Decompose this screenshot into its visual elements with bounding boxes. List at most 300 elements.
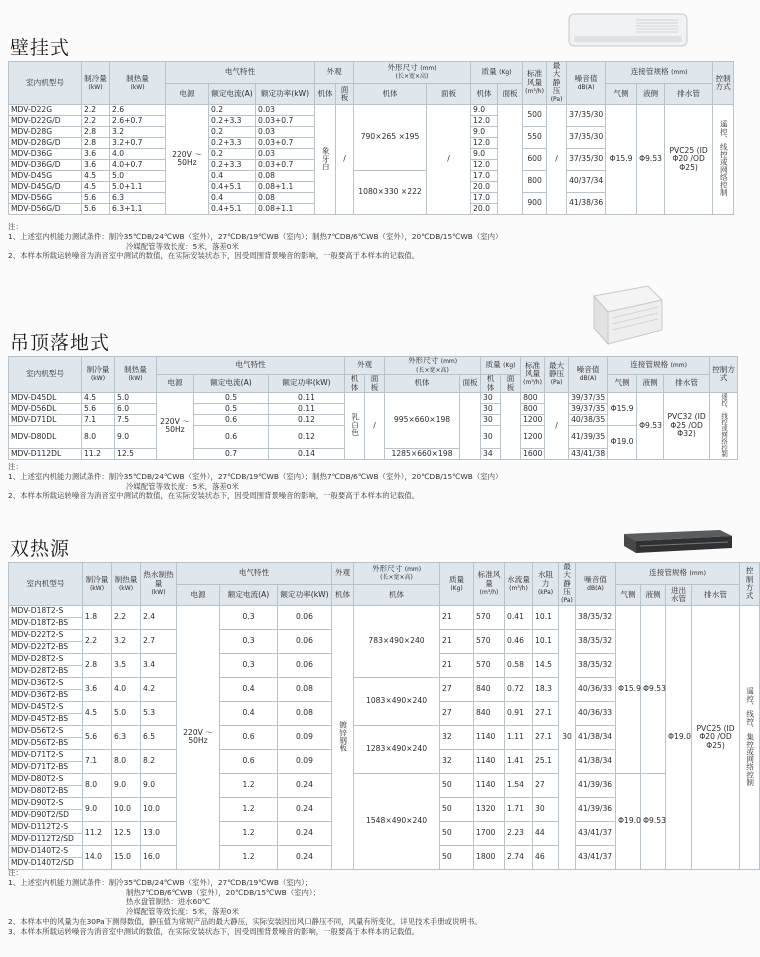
cell: 0.3 xyxy=(220,629,278,653)
cell: 12.0 xyxy=(471,137,498,148)
table-row: MDV-D45T2-BS xyxy=(9,713,83,725)
cell: 6.3 xyxy=(110,192,166,203)
hdr-pw: 额定功率(kW) xyxy=(256,83,315,104)
cell: 2.8 xyxy=(82,137,110,148)
control-cell: 遥控、线控或网络控制 xyxy=(713,104,734,214)
appearance-cell: 乳白色 xyxy=(345,392,365,459)
cell: 800 xyxy=(521,403,545,414)
cell: 570 xyxy=(474,605,505,629)
cell: 0.41 xyxy=(505,605,533,629)
cell: 800 xyxy=(523,170,547,192)
cell: 0.03 xyxy=(256,148,315,159)
section-title-dual: 双热源 xyxy=(10,538,71,560)
cell: 2.6+0.7 xyxy=(110,115,166,126)
cell: 32 xyxy=(440,725,474,749)
table-row: MDV-D28T2-BS xyxy=(9,665,83,677)
cell: 0.03+0.7 xyxy=(256,159,315,170)
dual-notes xyxy=(8,868,482,936)
cell: 1700 xyxy=(474,821,505,845)
hdr-liquid: 液侧 xyxy=(641,584,666,605)
table-row: MDV-D112T2/SD xyxy=(9,833,83,845)
cell: 4.5 xyxy=(82,392,115,403)
note-line: 注： xyxy=(8,868,23,877)
cell: 0.08 xyxy=(278,677,332,701)
table-row: MDV-D36T2-BS xyxy=(9,689,83,701)
cell: 0.08+1.1 xyxy=(256,181,315,192)
cell: 4.0 xyxy=(112,677,141,701)
cell: 0.4+5.1 xyxy=(209,181,256,192)
note-line: 2、本样本所载运转噪音为消音室中测试的数值，在实际安装状态下，因受周围背景噪音的影响，一般要高于本样本的记载值。 xyxy=(8,491,420,501)
cell: 21 xyxy=(440,605,474,629)
control-cell: 遥控、线控或网络控制 xyxy=(710,392,738,459)
cell: 4.5 xyxy=(82,170,110,181)
cell: 10.1 xyxy=(533,629,559,653)
hdr-dims-panel: 面板 xyxy=(427,83,471,104)
table-row: MDV-D140T2-S xyxy=(9,845,83,857)
dims-cell-2: 1083×490×240 xyxy=(354,677,440,725)
cell: 2.2 xyxy=(112,605,141,629)
table-row: MDV-D56G xyxy=(9,192,82,203)
table-row: MDV-D28T2-S xyxy=(9,653,83,665)
panel-cell: / xyxy=(336,104,354,214)
cell: 20.0 xyxy=(471,203,498,214)
cell: 840 xyxy=(474,701,505,725)
cell: 3.6 xyxy=(83,677,112,701)
cell: 5.6 xyxy=(82,192,110,203)
panel-cell: / xyxy=(365,392,385,459)
hdr-indoor: 机体 xyxy=(345,375,365,393)
cell: 0.5 xyxy=(194,392,269,403)
cell: 1.2 xyxy=(220,773,278,797)
hdr-static: 最大静压 (Pa) xyxy=(547,62,567,105)
cell: 30 xyxy=(481,425,501,448)
table-row: MDV-D22T2-S xyxy=(9,629,83,641)
table-row: MDV-D56DL xyxy=(9,403,82,414)
dims-cell-1: 790×265 ×195 xyxy=(354,104,427,170)
cell: 14.0 xyxy=(83,845,112,869)
cell: 1.11 xyxy=(505,725,533,749)
cell: 0.03 xyxy=(256,104,315,115)
hdr-gas: 气侧 xyxy=(606,83,637,104)
appearance-cell: 象牙白 xyxy=(315,104,336,214)
static-cell: 30 xyxy=(559,605,576,869)
dims-cell-2: 1080×330 ×222 xyxy=(354,170,427,214)
cell: 0.46 xyxy=(505,629,533,653)
hdr-water-flow: 水流量 (m³/h) xyxy=(505,563,533,606)
cell: 41/39/36 xyxy=(576,773,616,797)
hdr-cool: 制冷量 (kW) xyxy=(82,357,115,393)
cell: 0.24 xyxy=(278,821,332,845)
hdr-cool: 制冷量 (kW) xyxy=(83,563,112,606)
cell: 27.1 xyxy=(533,701,559,725)
hdr-static: 最大静压 (Pa) xyxy=(545,357,569,393)
cell: 34 xyxy=(481,448,501,459)
cell: 0.09 xyxy=(278,749,332,773)
note-line: 2、本样本所载运转噪音为消音室中测试的数值，在实际安装状态下，因受周围背景噪音的影响，一般要高于本样本的记载值。 xyxy=(8,251,420,261)
cell: 17.0 xyxy=(471,170,498,181)
cell: 6.0 xyxy=(115,403,157,414)
cell: 27 xyxy=(440,677,474,701)
cell: 0.2 xyxy=(209,148,256,159)
table-row: MDV-D18T2-S xyxy=(9,605,83,617)
cell: 0.08+1.1 xyxy=(256,203,315,214)
cell: 0.6 xyxy=(194,414,269,425)
cell: 0.2 xyxy=(209,104,256,115)
table-row: MDV-D112T2-S xyxy=(9,821,83,833)
cell: 41/39/36 xyxy=(576,797,616,821)
hdr-w-panel: 面板 xyxy=(498,83,523,104)
cell: 1200 xyxy=(521,425,545,448)
cell: 6.5 xyxy=(141,725,177,749)
wall-unit-image xyxy=(566,10,692,50)
cell: 6.3+1.1 xyxy=(110,203,166,214)
cell: 0.91 xyxy=(505,701,533,725)
cell: 0.72 xyxy=(505,677,533,701)
table-row: MDV-D22T2-BS xyxy=(9,641,83,653)
cell: 5.3 xyxy=(141,701,177,725)
cell: 16.0 xyxy=(141,845,177,869)
cell: 0.03+0.7 xyxy=(256,137,315,148)
hdr-airflow: 标准风量 (m³/h) xyxy=(474,563,505,606)
table-row: MDV-D56G/D xyxy=(9,203,82,214)
cell: 1.2 xyxy=(220,797,278,821)
cell: 1800 xyxy=(474,845,505,869)
cell: 0.03+0.7 xyxy=(256,115,315,126)
hdr-heat: 制热量 (kW) xyxy=(110,62,166,105)
table-row: MDV-D45DL xyxy=(9,392,82,403)
cell: 6.3 xyxy=(112,725,141,749)
cell: 4.5 xyxy=(82,181,110,192)
hdr-indoor: 机体 xyxy=(315,83,336,104)
hdr-hotwater: 热水制热量 (kW) xyxy=(141,563,177,606)
duct-unit-image xyxy=(620,524,736,556)
cell: 4.0+0.7 xyxy=(110,159,166,170)
hdr-power: 电源 xyxy=(157,375,194,393)
cell: 0.5 xyxy=(194,403,269,414)
cell: 0.06 xyxy=(278,629,332,653)
cell: 37/35/30 xyxy=(567,148,606,170)
cell: 15.0 xyxy=(112,845,141,869)
drain-cell: PVC32 (ID Φ25 /OD Φ32) xyxy=(664,392,710,459)
hdr-dims-panel: 面板 xyxy=(460,375,481,393)
table-row: MDV-D71T2-S xyxy=(9,749,83,761)
cell: 2.2 xyxy=(82,104,110,115)
cell: 37/35/30 xyxy=(567,126,606,148)
cell: 0.14 xyxy=(269,448,345,459)
weight-panel-cell xyxy=(498,104,523,214)
cell: 39/37/35 xyxy=(569,403,608,414)
cell: 9.0 xyxy=(83,797,112,821)
hdr-dims-indoor: 机体 xyxy=(354,584,440,605)
appearance-cell: 镀锌钢板 xyxy=(332,605,354,869)
hdr-heat: 制热量 (kW) xyxy=(112,563,141,606)
cell: 570 xyxy=(474,629,505,653)
dual-spec-table xyxy=(8,562,760,870)
hdr-pipe: 连接管规格 (mm) xyxy=(606,62,713,84)
note-line: 制热7℃DB/6℃WB（室外），20℃DB/15℃WB（室内）； xyxy=(126,887,320,897)
cell: 7.1 xyxy=(82,414,115,425)
hdr-power: 电源 xyxy=(177,584,220,605)
cell: 50 xyxy=(440,797,474,821)
table-row: MDV-D80T2-BS xyxy=(9,785,83,797)
liquid-cell-1: Φ9.53 xyxy=(641,605,666,773)
cell: 9.0 xyxy=(115,425,157,448)
cell: 4.5 xyxy=(83,701,112,725)
cell: 0.58 xyxy=(505,653,533,677)
cell: 9.0 xyxy=(112,773,141,797)
cell: 2.2 xyxy=(82,115,110,126)
note-line: 2、本样本中的风量为在30Pa下测得数值，静压值为常规产品的最大静压，实际安装因出风口静压不同，风量有所变化，详见技术手册或说明书。 xyxy=(8,916,482,926)
cell: 0.08 xyxy=(278,701,332,725)
hdr-static: 最大静压 (Pa) xyxy=(559,563,576,606)
cell: 8.0 xyxy=(83,773,112,797)
table-row: MDV-D80DL xyxy=(9,425,82,448)
cell: 21 xyxy=(440,653,474,677)
cell: 5.0 xyxy=(110,170,166,181)
cell: 1140 xyxy=(474,725,505,749)
hdr-liquid: 液侧 xyxy=(637,375,664,393)
hdr-dims: 外形尺寸 (mm) (长×宽×高) xyxy=(354,563,440,585)
hdr-elec: 电气特性 xyxy=(166,62,315,84)
table-row: MDV-D112DL xyxy=(9,448,82,459)
cell: 2.4 xyxy=(141,605,177,629)
note-line: 冷媒配管等效长度：5米，落差0米 xyxy=(126,907,239,917)
cell: 30 xyxy=(533,797,559,821)
hdr-water-res: 水阻力 (kPa) xyxy=(533,563,559,606)
cell: 3.2 xyxy=(110,126,166,137)
table-row: MDV-D22G xyxy=(9,104,82,115)
gas-cell-1: Φ15.9 xyxy=(616,605,641,773)
dims-cell-2: 1285×660×198 xyxy=(385,448,460,459)
cell: 9.0 xyxy=(141,773,177,797)
table-row: MDV-D22G/D xyxy=(9,115,82,126)
cell: 5.0 xyxy=(115,392,157,403)
hdr-inlet: 进出水管 xyxy=(666,584,692,605)
hdr-drain: 排水管 xyxy=(692,584,740,605)
weight-panel-cell xyxy=(501,392,521,459)
cell: 0.3 xyxy=(220,653,278,677)
cell: 0.4 xyxy=(209,170,256,181)
cell: 43/41/37 xyxy=(576,821,616,845)
table-row: MDV-D45G/D xyxy=(9,181,82,192)
note-line: 热水盘管制热：进水60℃ xyxy=(126,897,211,907)
hdr-current: 额定电流(A) xyxy=(220,584,278,605)
hdr-elec: 电气特性 xyxy=(177,563,332,585)
cell: 11.2 xyxy=(82,448,115,459)
cell: 0.4 xyxy=(209,192,256,203)
dims-panel-cell xyxy=(460,392,481,459)
cell: 0.6 xyxy=(220,749,278,773)
table-row: MDV-D71DL xyxy=(9,414,82,425)
hdr-pw: 额定功率(kW) xyxy=(278,584,332,605)
cell: 4.0 xyxy=(110,148,166,159)
cell: 12.5 xyxy=(115,448,157,459)
hdr-liquid: 液侧 xyxy=(637,83,665,104)
hdr-current: 额定电流(A) xyxy=(194,375,269,393)
hdr-elec: 电气特性 xyxy=(157,357,345,375)
note-line: 1、上述室内机能力测试条件：制冷35℃DB/24℃WB（室外），27℃DB/19℃WB（室内）；制热7℃DB/6℃WB（室外），20℃DB/15℃WB（室内） xyxy=(8,231,503,241)
hdr-model: 室内机型号 xyxy=(9,62,82,105)
hdr-noise: 噪音值 dB(A) xyxy=(567,62,606,105)
cell: 10.1 xyxy=(533,605,559,629)
table-row: MDV-D71T2-BS xyxy=(9,761,83,773)
cell: 21 xyxy=(440,629,474,653)
cell: 41/38/34 xyxy=(576,725,616,749)
inlet-cell: Φ19.0 xyxy=(666,605,692,869)
hdr-power: 电源 xyxy=(166,83,209,104)
cell: 46 xyxy=(533,845,559,869)
cell: 27 xyxy=(440,701,474,725)
cell: 500 xyxy=(523,104,547,126)
section-title-ceiling: 吊顶落地式 xyxy=(10,332,111,354)
hdr-noise: 噪音值 dB(A) xyxy=(569,357,608,393)
table-row: MDV-D90T2-S xyxy=(9,797,83,809)
hdr-panel: 面板 xyxy=(336,83,354,104)
cell: 0.4 xyxy=(220,677,278,701)
cell: 1140 xyxy=(474,749,505,773)
dims-panel-cell: / xyxy=(427,104,471,214)
cell: 18.3 xyxy=(533,677,559,701)
cell: 0.2+3.3 xyxy=(209,159,256,170)
cell: 41/38/36 xyxy=(567,192,606,214)
table-row: MDV-D56T2-BS xyxy=(9,737,83,749)
wall-spec-table xyxy=(8,61,734,215)
cell: 8.0 xyxy=(82,425,115,448)
hdr-heat: 制热量 (kW) xyxy=(115,357,157,393)
cell: 0.6 xyxy=(194,425,269,448)
hdr-weight: 质量 (Kg) xyxy=(481,357,521,375)
note-line: 3、本样本所载运转噪音为消音室中测试的数值，在实际安装状态下，因受周围背景噪音的影响，一般要高于本样本的记载值。 xyxy=(8,926,420,936)
power-cell: 220V ～50Hz xyxy=(166,104,209,214)
cell: 12.0 xyxy=(471,159,498,170)
dims-cell-4: 1548×490×240 xyxy=(354,773,440,869)
note-line: 1、上述室内机能力测试条件：制冷35℃DB/24℃WB（室外），27℃DB/19℃WB（室内）； xyxy=(8,877,313,887)
hdr-panel: 面板 xyxy=(365,375,385,393)
cell: 900 xyxy=(523,192,547,214)
cell: 1.41 xyxy=(505,749,533,773)
cell: 8.0 xyxy=(112,749,141,773)
cell: 3.4 xyxy=(141,653,177,677)
cell: 800 xyxy=(521,392,545,403)
table-row: MDV-D28G xyxy=(9,126,82,137)
drain-cell: PVC25 (ID Φ20 /OD Φ25) xyxy=(665,104,713,214)
hdr-dims-indoor: 机体 xyxy=(385,375,460,393)
note-line: 1、上述室内机能力测试条件：制冷35℃DB/24℃WB（室外），27℃DB/19℃WB（室内）；制热7℃DB/6℃WB（室外），20℃DB/15℃WB（室内） xyxy=(8,471,503,481)
cell: 0.11 xyxy=(269,403,345,414)
cell: 0.2+3.3 xyxy=(209,115,256,126)
hdr-dims: 外形尺寸 (mm) (长×宽×高) xyxy=(354,62,471,84)
table-row: MDV-D18T2-BS xyxy=(9,617,83,629)
cell: 1600 xyxy=(521,448,545,459)
hdr-noise: 噪音值 dB(A) xyxy=(576,563,616,606)
cell: 1140 xyxy=(474,773,505,797)
cell: 50 xyxy=(440,821,474,845)
hdr-pipe: 连接管规格 (mm) xyxy=(608,357,710,375)
cell: 0.4 xyxy=(220,701,278,725)
cell: 2.2 xyxy=(83,629,112,653)
cell: 5.6 xyxy=(83,725,112,749)
cell: 40/36/33 xyxy=(576,677,616,701)
cell: 14.5 xyxy=(533,653,559,677)
note-line: 冷媒配管等效长度：5米，落差0米 xyxy=(126,481,239,491)
cell: 570 xyxy=(474,653,505,677)
hdr-gas: 气侧 xyxy=(616,584,641,605)
hdr-w-indoor: 机体 xyxy=(471,83,498,104)
cell: 37/35/30 xyxy=(567,104,606,126)
hdr-dims: 外形尺寸 (mm) (长×宽×高) xyxy=(385,357,481,375)
liquid-cell-2: Φ9.53 xyxy=(641,773,666,869)
cell: 0.3 xyxy=(220,605,278,629)
cell: 0.4+5.1 xyxy=(209,203,256,214)
cell: 1.2 xyxy=(220,821,278,845)
cell: 3.2 xyxy=(112,629,141,653)
cell: 0.11 xyxy=(269,392,345,403)
hdr-pw: 额定功率(kW) xyxy=(269,375,345,393)
cell: 30 xyxy=(481,414,501,425)
cell: 9.0 xyxy=(471,126,498,137)
power-cell: 220V ～50Hz xyxy=(157,392,194,459)
wall-notes xyxy=(8,222,502,261)
hdr-indoor: 机体 xyxy=(332,584,354,605)
cell: 8.2 xyxy=(141,749,177,773)
table-row: MDV-D36G xyxy=(9,148,82,159)
table-row: MDV-D56T2-S xyxy=(9,725,83,737)
cell: 40/37/34 xyxy=(567,170,606,192)
cell: 1320 xyxy=(474,797,505,821)
hdr-appearance: 外观 xyxy=(332,563,354,585)
cell: 3.2+0.7 xyxy=(110,137,166,148)
cell: 0.06 xyxy=(278,605,332,629)
hdr-control: 控制方式 xyxy=(740,563,760,606)
cell: 30 xyxy=(481,403,501,414)
cell: 1.54 xyxy=(505,773,533,797)
cell: 2.8 xyxy=(83,653,112,677)
hdr-gas: 气侧 xyxy=(608,375,637,393)
cell: 32 xyxy=(440,749,474,773)
cell: 1200 xyxy=(521,414,545,425)
cell: 2.23 xyxy=(505,821,533,845)
hdr-appearance: 外观 xyxy=(345,357,385,375)
ceiling-unit-image xyxy=(586,282,666,352)
gas-cell: Φ15.9 xyxy=(606,104,637,214)
cell: 7.5 xyxy=(115,414,157,425)
hdr-w-panel: 面板 xyxy=(501,375,521,393)
cell: 2.8 xyxy=(82,126,110,137)
cell: 0.24 xyxy=(278,797,332,821)
cell: 0.24 xyxy=(278,773,332,797)
hdr-cool: 制冷量 (kW) xyxy=(82,62,110,105)
static-cell: / xyxy=(545,392,569,459)
cell: 0.03 xyxy=(256,126,315,137)
cell: 3.6 xyxy=(82,148,110,159)
cell: 50 xyxy=(440,845,474,869)
table-row: MDV-D140T2/SD xyxy=(9,857,83,869)
cell: 840 xyxy=(474,677,505,701)
cell: 5.6 xyxy=(82,203,110,214)
cell: 44 xyxy=(533,821,559,845)
hdr-current: 额定电流(A) xyxy=(209,83,256,104)
hdr-model: 室内机型号 xyxy=(9,563,83,606)
dims-cell-1: 783×490×240 xyxy=(354,605,440,677)
hdr-drain: 排水管 xyxy=(665,83,713,104)
table-row: MDV-D45T2-S xyxy=(9,701,83,713)
cell: 41/38/34 xyxy=(576,749,616,773)
static-cell: / xyxy=(547,104,567,214)
cell: 40/38/35 xyxy=(569,414,608,425)
cell: 9.0 xyxy=(471,148,498,159)
table-row: MDV-D36T2-S xyxy=(9,677,83,689)
cell: 20.0 xyxy=(471,181,498,192)
